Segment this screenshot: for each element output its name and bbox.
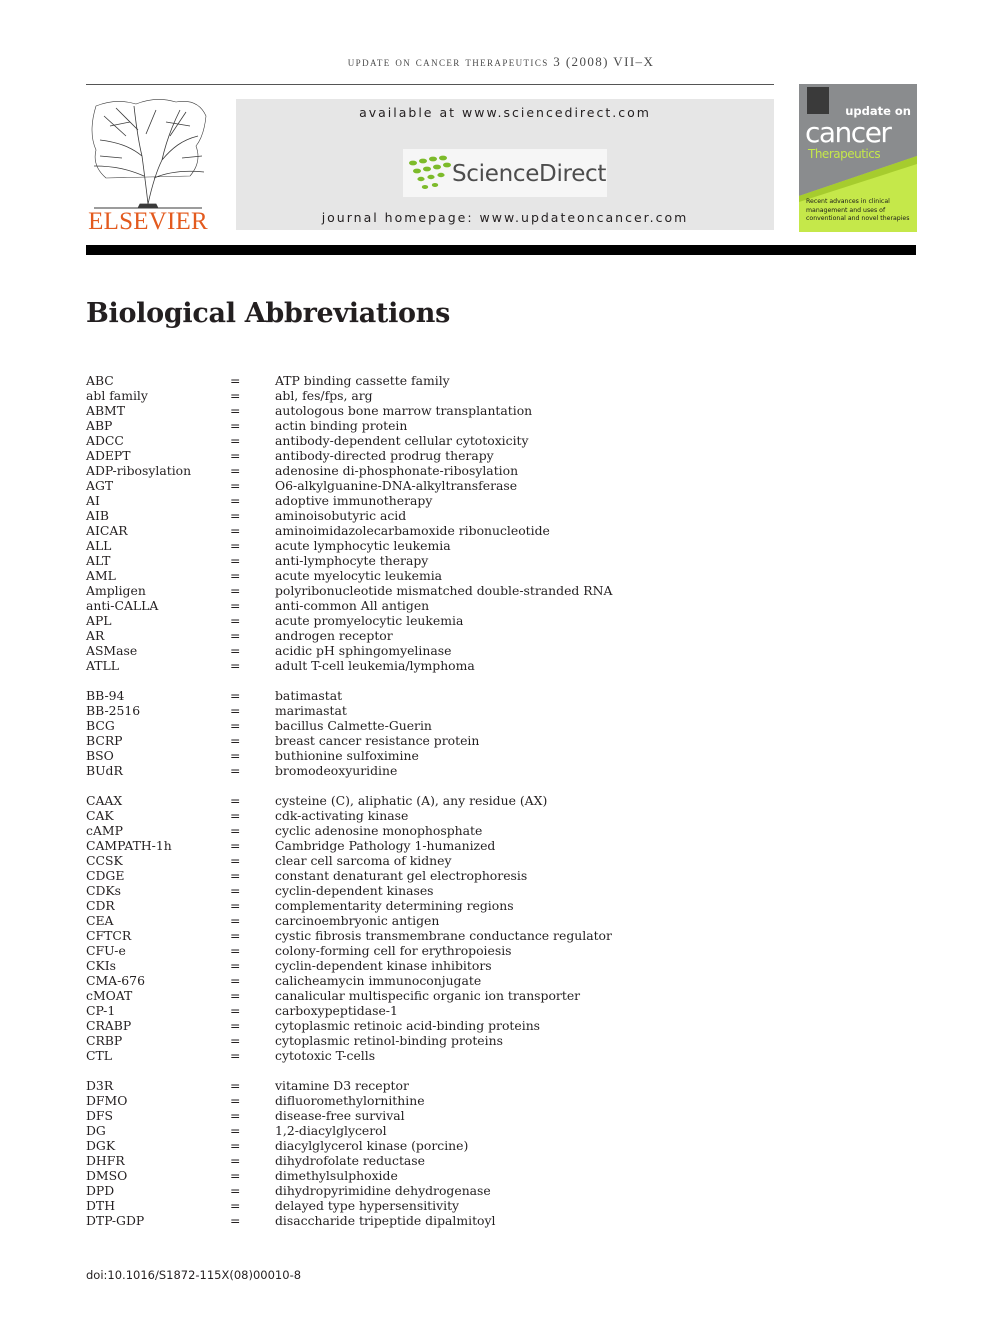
abbreviation-term: CKIs [86,958,116,973]
abbreviation-definition: aminoimidazolecarbamoxide ribonucleotide [275,523,550,538]
cover-therapeutics-text: Therapeutics [808,147,881,161]
abbreviation-row [86,478,916,493]
abbreviation-term: ALT [86,553,111,568]
equals-sign: = [230,403,241,418]
abbreviation-term: ABMT [86,403,126,418]
sciencedirect-banner [236,99,774,230]
abbreviation-row [86,1123,916,1138]
equals-sign: = [230,1078,241,1093]
abbreviation-row [86,1003,916,1018]
abbreviation-term: anti-CALLA [86,598,159,613]
abbreviation-term: ABP [86,418,113,433]
abbreviation-row [86,718,916,733]
abbreviation-term: ASMase [86,643,138,658]
abbreviation-row [86,568,916,583]
equals-sign: = [230,433,241,448]
equals-sign: = [230,1183,241,1198]
equals-sign: = [230,373,241,388]
doi-footer: doi:10.1016/S1872-115X(08)00010-8 [86,1268,302,1282]
abbreviation-definition: bacillus Calmette-Guerin [275,718,432,733]
abbreviation-term: CDGE [86,868,125,883]
masthead-rule [86,245,916,255]
abbreviation-term: cMOAT [86,988,133,1003]
abbreviation-row [86,1048,916,1063]
abbreviation-term: Ampligen [86,583,146,598]
equals-sign: = [230,1123,241,1138]
abbreviation-term: AIB [86,508,109,523]
equals-sign: = [230,568,241,583]
abbreviation-term: AGT [86,478,114,493]
abbreviation-row [86,583,916,598]
abbreviation-row [86,958,916,973]
abbreviation-row [86,418,916,433]
abbreviation-definition: actin binding protein [275,418,408,433]
abbreviation-definition: bromodeoxyuridine [275,763,398,778]
abbreviation-row [86,463,916,478]
abbreviation-term: DTH [86,1198,116,1213]
abbreviation-term: BB-2516 [86,703,141,718]
abbreviation-definition: adult T-cell leukemia/lymphoma [275,658,475,673]
abbreviation-definition: buthionine sulfoximine [275,748,419,763]
equals-sign: = [230,1048,241,1063]
abbreviation-row [86,388,916,403]
equals-sign: = [230,1003,241,1018]
equals-sign: = [230,1213,241,1228]
abbreviation-term: DGK [86,1138,116,1153]
abbreviation-row [86,1138,916,1153]
abbreviation-term: BCG [86,718,115,733]
abbreviation-definition: anti-lymphocyte therapy [275,553,429,568]
abbreviation-term: CRABP [86,1018,132,1033]
equals-sign: = [230,1138,241,1153]
abbreviation-row [86,1198,916,1213]
abbreviation-row [86,973,916,988]
equals-sign: = [230,958,241,973]
abbreviation-term: ADEPT [86,448,131,463]
abbreviation-definition: disease-free survival [275,1108,405,1123]
abbreviation-term: CFTCR [86,928,132,943]
equals-sign: = [230,898,241,913]
abbreviation-term: CCSK [86,853,123,868]
abbreviation-term: CDKs [86,883,122,898]
abbreviation-term: ADP-ribosylation [86,463,192,478]
abbreviation-row [86,928,916,943]
abbreviation-term: CDR [86,898,115,913]
equals-sign: = [230,883,241,898]
group-spacer [86,1063,916,1078]
abbreviation-definition: vitamine D3 receptor [275,1078,409,1093]
abbreviation-term: D3R [86,1078,114,1093]
abbreviation-term: DFMO [86,1093,128,1108]
equals-sign: = [230,1018,241,1033]
abbreviation-definition: cytoplasmic retinoic acid-binding proteins [275,1018,541,1033]
abbreviation-definition: adenosine di-phosphonate-ribosylation [275,463,519,478]
abbreviation-term: BUdR [86,763,123,778]
equals-sign: = [230,1153,241,1168]
abbreviation-definition: cystic fibrosis transmembrane conductance regulator [275,928,612,943]
equals-sign: = [230,763,241,778]
abbreviation-row [86,1108,916,1123]
abbreviation-term: CAK [86,808,114,823]
equals-sign: = [230,418,241,433]
abbreviation-term: ATLL [86,658,119,673]
abbreviation-definition: cyclin-dependent kinases [275,883,434,898]
abbreviation-definition: adoptive immunotherapy [275,493,433,508]
sciencedirect-leaf-icon [405,149,453,197]
available-at-text: available at www.sciencedirect.com [359,105,651,120]
abbreviation-row [86,643,916,658]
equals-sign: = [230,688,241,703]
abbreviation-row [86,883,916,898]
journal-cover [799,84,917,232]
abbreviation-row [86,493,916,508]
abbreviation-term: CMA-676 [86,973,145,988]
abbreviation-row [86,1093,916,1108]
abbreviation-row [86,613,916,628]
abbreviation-term: DG [86,1123,106,1138]
abbreviation-row [86,913,916,928]
abbreviation-definition: aminoisobutyric acid [275,508,407,523]
equals-sign: = [230,733,241,748]
abbreviation-row [86,628,916,643]
page-title: Biological Abbreviations [86,298,450,329]
abbreviation-term: AR [86,628,105,643]
equals-sign: = [230,658,241,673]
abbreviation-term: CEA [86,913,114,928]
abbreviation-definition: cdk-activating kinase [275,808,409,823]
abbreviation-row [86,988,916,1003]
abbreviation-definition: cysteine (C), aliphatic (A), any residue (AX) [275,793,548,808]
abbreviation-definition: carcinoembryonic antigen [275,913,440,928]
equals-sign: = [230,613,241,628]
abbreviation-row [86,703,916,718]
equals-sign: = [230,643,241,658]
running-head: update on cancer therapeutics 3 (2008) VII–X [347,54,655,69]
equals-sign: = [230,838,241,853]
abbreviation-row [86,1018,916,1033]
abbreviation-term: AI [86,493,100,508]
equals-sign: = [230,793,241,808]
abbreviation-row [86,688,916,703]
abbreviation-definition: complementarity determining regions [275,898,514,913]
sciencedirect-logo-text: ScienceDirect [452,161,607,187]
abbreviation-term: cAMP [86,823,123,838]
abbreviation-definition: androgen receptor [275,628,393,643]
abbreviation-definition: acute myelocytic leukemia [275,568,443,583]
abbreviation-row [86,403,916,418]
equals-sign: = [230,598,241,613]
abbreviation-row [86,868,916,883]
journal-homepage-text: journal homepage: www.updateoncancer.com [321,210,689,225]
elsevier-wordmark: ELSEVIER [88,208,208,235]
abbreviation-definition: cytotoxic T-cells [275,1048,376,1063]
abbreviation-term: CAAX [86,793,123,808]
abbreviation-row [86,373,916,388]
abbreviation-row [86,508,916,523]
abbreviation-term: DFS [86,1108,114,1123]
abbreviation-row [86,1168,916,1183]
abbreviation-definition: autologous bone marrow transplantation [275,403,533,418]
equals-sign: = [230,388,241,403]
abbreviation-definition: dihydrofolate reductase [275,1153,426,1168]
abbreviation-definition: disaccharide tripeptide dipalmitoyl [275,1213,496,1228]
group-spacer [86,778,916,793]
abbreviation-definition: clear cell sarcoma of kidney [275,853,452,868]
abbreviation-term: CFU-e [86,943,126,958]
sciencedirect-logo [403,149,607,197]
equals-sign: = [230,508,241,523]
abbreviation-row [86,853,916,868]
abbreviation-row [86,823,916,838]
equals-sign: = [230,973,241,988]
abbreviation-row [86,538,916,553]
equals-sign: = [230,868,241,883]
abbreviation-term: CP-1 [86,1003,116,1018]
abbreviation-row [86,1078,916,1093]
abbreviation-definition: canalicular multispecific organic ion transporter [275,988,581,1003]
abbreviation-row [86,1033,916,1048]
abbreviation-term: BCRP [86,733,123,748]
equals-sign: = [230,628,241,643]
abbreviation-term: AICAR [86,523,128,538]
equals-sign: = [230,703,241,718]
abbreviation-row [86,598,916,613]
abbreviation-definition: anti-common All antigen [275,598,430,613]
abbreviation-term: ABC [86,373,114,388]
abbreviation-row [86,1153,916,1168]
equals-sign: = [230,853,241,868]
equals-sign: = [230,463,241,478]
abbreviation-row [86,1213,916,1228]
equals-sign: = [230,448,241,463]
abbreviation-row [86,898,916,913]
abbreviation-definition: marimastat [275,703,347,718]
equals-sign: = [230,988,241,1003]
abbreviation-definition: colony-forming cell for erythropoiesis [275,943,512,958]
abbreviation-definition: 1,2-diacylglycerol [275,1123,387,1138]
abbreviation-term: BB-94 [86,688,125,703]
abbreviation-term: ADCC [86,433,124,448]
cover-update-text: update on [845,104,911,118]
abbreviation-definition: abl, fes/fps, arg [275,388,373,403]
abbreviation-term: DMSO [86,1168,128,1183]
equals-sign: = [230,553,241,568]
equals-sign: = [230,943,241,958]
header-rule [86,84,774,85]
abbreviation-row [86,1183,916,1198]
equals-sign: = [230,1198,241,1213]
abbreviation-definition: cytoplasmic retinol-binding proteins [275,1033,503,1048]
abbreviation-row [86,763,916,778]
abbreviation-definition: cyclin-dependent kinase inhibitors [275,958,492,973]
abbreviation-definition: acute promyelocytic leukemia [275,613,464,628]
equals-sign: = [230,748,241,763]
abbreviation-definition: constant denaturant gel electrophoresis [275,868,528,883]
equals-sign: = [230,583,241,598]
abbreviation-term: CAMPATH-1h [86,838,172,853]
abbreviation-term: APL [86,613,112,628]
abbreviation-definition: difluoromethylornithine [275,1093,425,1108]
abbreviation-definition: calicheamycin immunoconjugate [275,973,482,988]
abbreviation-term: BSO [86,748,114,763]
equals-sign: = [230,1033,241,1048]
abbreviation-definition: delayed type hypersensitivity [275,1198,460,1213]
cover-tagline: Recent advances in clinical management and uses of conventional and novel therapies [806,198,910,222]
abbreviation-row [86,658,916,673]
abbreviation-definition: dimethylsulphoxide [275,1168,398,1183]
abbreviation-term: ALL [86,538,112,553]
abbreviation-definition: dihydropyrimidine dehydrogenase [275,1183,491,1198]
equals-sign: = [230,1168,241,1183]
abbreviation-term: abl family [86,388,148,403]
equals-sign: = [230,1093,241,1108]
abbreviation-definition: acidic pH sphingomyelinase [275,643,452,658]
abbreviation-term: DPD [86,1183,115,1198]
abbreviation-row [86,448,916,463]
abbreviation-definition: O6-alkylguanine-DNA-alkyltransferase [275,478,518,493]
equals-sign: = [230,928,241,943]
abbreviation-list [86,373,916,1228]
abbreviation-row [86,793,916,808]
cover-cancer-text: cancer [805,116,891,149]
equals-sign: = [230,493,241,508]
abbreviation-term: DTP-GDP [86,1213,145,1228]
abbreviation-definition: ATP binding cassette family [275,373,450,388]
abbreviation-definition: carboxypeptidase-1 [275,1003,398,1018]
equals-sign: = [230,823,241,838]
abbreviation-definition: antibody-dependent cellular cytotoxicity [275,433,529,448]
abbreviation-row [86,433,916,448]
abbreviation-definition: polyribonucleotide mismatched double-stranded RNA [275,583,613,598]
abbreviation-definition: batimastat [275,688,343,703]
abbreviation-definition: antibody-directed prodrug therapy [275,448,494,463]
abbreviation-term: AML [86,568,116,583]
abbreviation-definition: acute lymphocytic leukemia [275,538,451,553]
equals-sign: = [230,538,241,553]
equals-sign: = [230,478,241,493]
abbreviation-row [86,838,916,853]
equals-sign: = [230,523,241,538]
equals-sign: = [230,1108,241,1123]
abbreviation-definition: diacylglycerol kinase (porcine) [275,1138,469,1153]
abbreviation-row [86,943,916,958]
abbreviation-row [86,733,916,748]
equals-sign: = [230,808,241,823]
group-spacer [86,673,916,688]
equals-sign: = [230,913,241,928]
equals-sign: = [230,718,241,733]
abbreviation-row [86,748,916,763]
abbreviation-term: CRBP [86,1033,123,1048]
abbreviation-row [86,523,916,538]
abbreviation-term: CTL [86,1048,112,1063]
abbreviation-row [86,808,916,823]
abbreviation-term: DHFR [86,1153,125,1168]
abbreviation-row [86,553,916,568]
abbreviation-definition: Cambridge Pathology 1-humanized [275,838,496,853]
abbreviation-definition: breast cancer resistance protein [275,733,480,748]
abbreviation-definition: cyclic adenosine monophosphate [275,823,483,838]
